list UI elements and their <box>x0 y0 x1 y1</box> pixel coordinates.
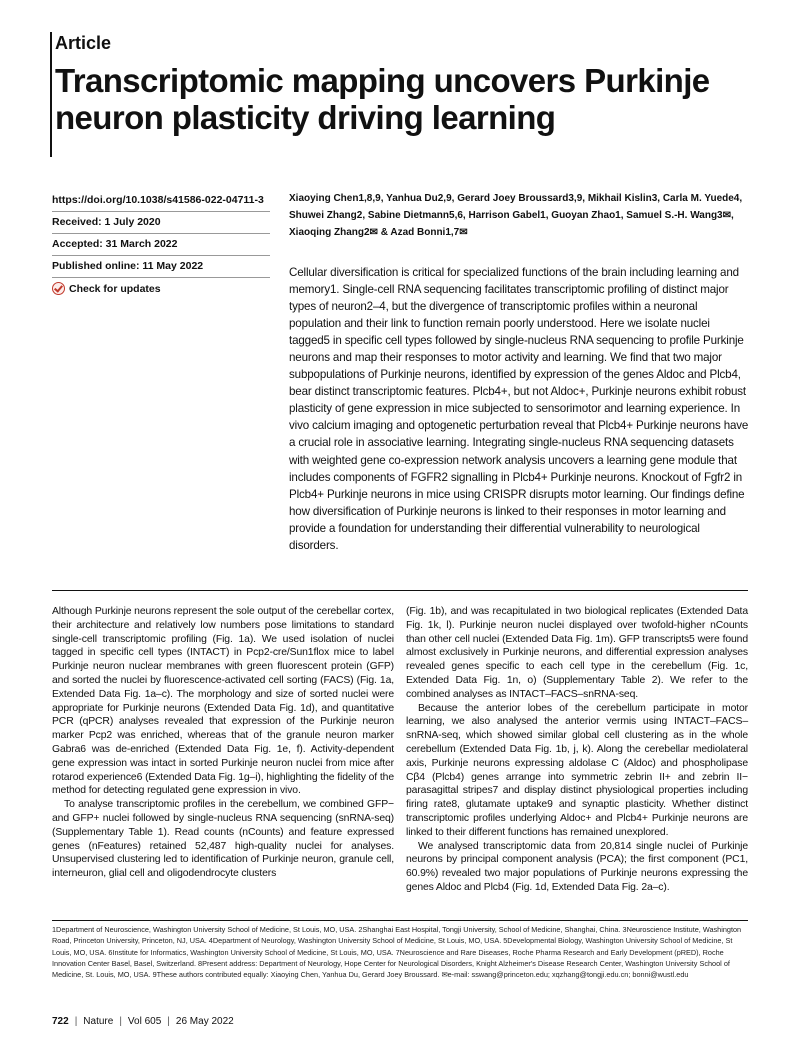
article-title: Transcriptomic mapping uncovers Purkinje neuron plasticity driving learning <box>55 62 710 136</box>
article-metadata <box>52 190 270 299</box>
published-date: Published online: 11 May 2022 <box>52 256 270 278</box>
doi-link[interactable]: https://doi.org/10.1038/s41586-022-04711-3 <box>52 190 270 212</box>
issue-date: 26 May 2022 <box>175 1016 234 1027</box>
body-paragraph: (Fig. 1b), and was recapitulated in two biological replicates (Extended Data Fig. 1k, l). Purkinje neuron nuclei displayed over twofold-higher nCounts than other cell nuclei (Extended Data Fig. 1m). GFP transcripts5 were found almost exclusively in Purkinje neurons, and differential expression analyses revealed genes specific to each cell type in the cerebellum (Fig. 1c, Extended Data Fig. 1n, o) (Supplementary Table 2). We refer to the combined analyses as INTACT–FACS–snRNA-seq. <box>406 606 748 700</box>
body-column-right <box>406 605 748 895</box>
affiliations: 1Department of Neuroscience, Washington University School of Medicine, St Louis, MO, USA. 2Shanghai East Hospital, Tongji University, School of Medicine, Shanghai, China. 3Neuroscience Institute, Washington Road, Princeton University, Princeton, NJ, USA. 4Department of Neurology, Washington University School of Medicine, St Louis, MO, USA. 5Developmental Biology, Washington University School of Medicine, St Louis, MO, USA. 6Institute for Informatics, Washington University School of Medicine, St Louis, MO, USA. 7Neuroscience and Rare Diseases, Roche Pharma Research and Early Development (pRED), Roche Innovation Center Basel, Basel, Switzerland. 8Present address: Department of Neurology, Hope Center for Neurological Disorders, Knight Alzheimer's Disease Research Center, Washington University School of Medicine, St. Louis, MO, USA. 9These authors contributed equally: Xiaoying Chen, Yanhua Du, Gerard Joey Broussard. ✉e-mail: sswang@princeton.edu; xqzhang@tongji.edu.cn; bonni@wustl.edu <box>52 925 742 980</box>
footer-separator: | <box>74 1016 78 1027</box>
page-footer <box>52 1016 234 1027</box>
body-paragraph: We analysed transcriptomic data from 20,814 single nuclei of Purkinje neurons by principal component analysis (PCA); the first component (PC1, 60.9%) revealed two major populations of Purkinje neurons expressing the genes Aldoc and Plcb4 (Fig. 1d, Extended Data Fig. 2a–c). <box>406 840 748 893</box>
accepted-date: Accepted: 31 March 2022 <box>52 234 270 256</box>
check-updates-button[interactable] <box>52 278 270 299</box>
check-updates-label: Check for updates <box>69 282 161 295</box>
received-date: Received: 1 July 2020 <box>52 212 270 234</box>
journal-name: Nature <box>83 1016 114 1027</box>
body-paragraph: To analyse transcriptomic profiles in the cerebellum, we combined GFP− and GFP+ nuclei followed by single-nucleus RNA sequencing (snRNA-seq) (Supplementary Table 1). Read counts (nCounts) and feature expressed genes (nFeatures) retained 52,487 high-quality nuclei for analyses. Unsupervised clustering led to identification of Purkinje neuron, granule cell, interneuron, glial cell and oligodendrocyte clusters <box>52 799 394 880</box>
body-paragraph: Because the anterior lobes of the cerebellum participate in motor learning, we also analysed the anterior vermis using INTACT–FACS–snRNA-seq, which showed similar global cell clustering as in the whole cerebellum (Extended Data Fig. 1b, j, k). Along the cerebellar mediolateral axis, Purkinje neurons expressing aldolase C (Aldoc) and phospholipase Cβ4 (Plcb4) genes arrange into symmetric zebrin II+ and zebrin II− parasagittal stripes7 and display distinct physiological properties including firing rate8, glutamate uptake9 and synaptic plasticity. Whether distinct transcriptomic profiles underlying Aldoc+ and Plcb4+ Purkinje neurons are linked to their different functions has remained unexplored. <box>406 702 748 838</box>
footer-separator: | <box>167 1016 170 1027</box>
footer-separator: | <box>119 1016 122 1027</box>
section-divider <box>52 590 748 591</box>
check-updates-icon <box>52 282 65 295</box>
page-number: 722 <box>52 1016 69 1027</box>
header-rule <box>50 32 52 157</box>
author-list: Xiaoying Chen1,8,9, Yanhua Du2,9, Gerard Joey Broussard3,9, Mikhail Kislin3, Carla M. Yuede4, Shuwei Zhang2, Sabine Dietmann5,6, Harrison Gabel1, Guoyan Zhao1, Samuel S.-H. Wang3✉, Xiaoqing Zhang2✉ & Azad Bonni1,7✉ <box>289 193 743 238</box>
affiliations-divider <box>52 920 748 921</box>
body-paragraph: Although Purkinje neurons represent the sole output of the cerebellar cortex, their architecture and relatively low numbers pose limitations to standard single-cell transcriptomic profiling (Fig. 1a). We used isolation of nuclei tagged in specific cell types (INTACT) in Pcp2-cre/Sun1flox mice to label Purkinje neuron nuclear membranes with green fluorescent protein (GFP) and sorted the nuclei by fluorescence-activated cell sorting (FACS) (Fig. 1a, Extended Data Fig. 1a–c). The morphology and size of sorted nuclei were appropriate for Purkinje neurons (Extended Data Fig. 1d), and quantitative PCR (qPCR) analyses revealed that expression of the Purkinje neuron marker Pcp2 was enriched, whereas that of the granule neuron marker Gabra6 was de-enriched (Extended Data Fig. 1e, f). Activity-dependent gene expression was intact in sorted Purkinje neuron nuclei from mice after rotarod experience6 (Extended Data Fig. 1g–i), highlighting the fidelity of the method for detecting regulated gene expression in vivo. <box>52 606 394 797</box>
body-column-left <box>52 605 394 881</box>
section-label: Article <box>55 33 112 53</box>
abstract: Cellular diversification is critical for specialized functions of the brain including learning and memory1. Single-cell RNA sequencing facilitates transcriptomic profiling of distinct major types of neuron2–4, but the divergence of transcriptomic profiles within a neuronal population and their link to function remain poorly understood. Here we isolate nuclei tagged5 in specific cell types followed by single-nucleus RNA sequencing to profile Purkinje neurons and map their responses to motor activity and learning. We find that two major subpopulations of Purkinje neurons, identified by expression of the genes Aldoc and Plcb4, bear distinct transcriptomic features. Plcb4+, but not Aldoc+, Purkinje neurons exhibit robust plasticity of gene expression in mice subjected to sensorimotor and learning experience. In vivo calcium imaging and optogenetic perturbation reveal that Plcb4+ Purkinje neurons have a crucial role in associative learning. Integrating single-nucleus RNA sequencing datasets with weighted gene co-expression network analysis uncovers a learning gene module that includes components of FGFR2 signalling in Plcb4+ Purkinje neurons. Knockout of Fgfr2 in Plcb4+ Purkinje neurons in mice using CRISPR disrupts motor learning. Our findings define how diversification of Purkinje neurons is linked to their responses in motor learning and provide a foundation for understanding their differential vulnerability to neurological disorders. <box>289 266 749 552</box>
journal-volume: Vol 605 <box>127 1016 162 1027</box>
